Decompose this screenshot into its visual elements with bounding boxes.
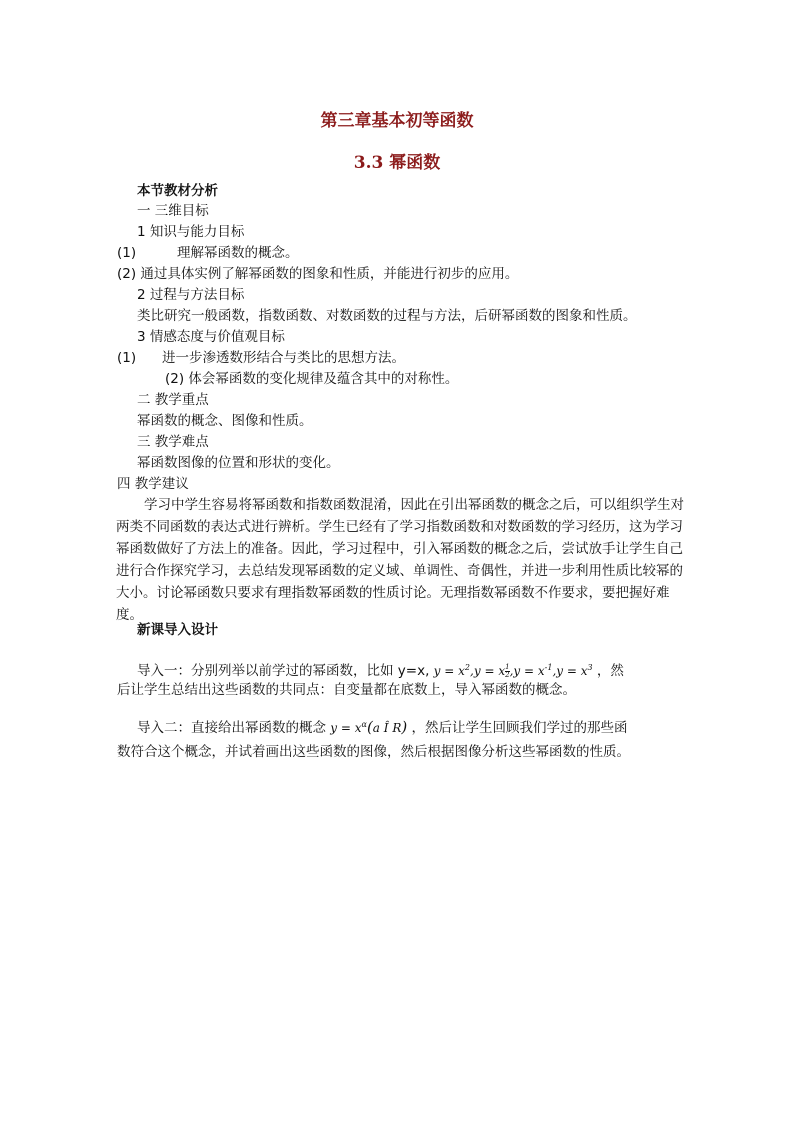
section-title: 3.3 幂函数 [353,153,441,173]
intro-1-line-1 [137,658,624,681]
intro-2-text: 导入二：直接给出幂函数的概念 [137,720,326,736]
key-points-text: 幂函数的概念、图像和性质。 [137,413,313,429]
process-heading: 2 过程与方法目标 [137,287,245,303]
process-text: 类比研究一般函数，指数函数、对数函数的过程与方法，后研幂函数的图象和性质。 [137,308,637,324]
power-function-definition: $y = x^\alpha(a$ Î R) [330,718,408,736]
intro-design-heading: 新课导入设计 [137,622,218,638]
intro-1-text: 导入一：分别列举以前学过的幂函数，比如 y=x, [137,663,430,679]
analysis-heading: 本节教材分析 [137,183,218,199]
intro-2-tail: ，然后让学生回顾我们学过的那些函 [411,720,628,736]
item-2-text: (2) 通过具体实例了解幂函数的图象和性质，并能进行初步的应用。 [117,266,519,282]
item-1-number: (1) [117,245,137,261]
item-1-text: 理解幂函数的概念。 [177,245,299,261]
attitude-heading: 3 情感态度与价值观目标 [137,329,285,345]
half-exponent: $\frac{1}{2}$ [505,663,510,679]
key-points-heading: 二 教学重点 [137,392,209,408]
intro-2-line-2: 数符合这个概念，并试着画出这些函数的图像，然后根据图像分析这些幂函数的性质。 [117,744,630,760]
intro-2-line-1 [137,715,628,738]
chapter-title: 第三章基本初等函数 [320,111,474,131]
suggestions-heading: 四 教学建议 [117,476,189,492]
knowledge-heading: 1 知识与能力目标 [137,224,245,240]
power-function-examples: $y = x^2,y = x$ $\frac{1}{2}$ $,y = x^{-1},y = x^3$ [433,663,593,679]
item-4-text: (2) 体会幂函数的变化规律及蕴含其中的对称性。 [165,371,459,387]
difficulties-text: 幂函数图像的位置和形状的变化。 [137,455,340,471]
intro-1-tail: ，然 [596,663,624,679]
intro-1-line-2: 后让学生总结出这些函数的共同点：自变量都在底数上，导入幂函数的概念。 [117,682,576,698]
objectives-heading: 一 三维目标 [137,203,209,219]
item-3-number: (1) [117,350,137,366]
item-3-text: 进一步渗透数形结合与类比的思想方法。 [162,350,405,366]
difficulties-heading: 三 教学难点 [137,434,209,450]
suggestions-paragraph: 学习中学生容易将幂函数和指数函数混淆，因此在引出幂函数的概念之后，可以组织学生对两类不同函数的表达式进行辨析。学生已经有了学习指数函数和对数函数的学习经历，这为学习幂函数做好了方法上的准备。因此，学习过程中，引入幂函数的概念之后，尝试放手让学生自己进行合作探究学习，去总结发现幂函数的定义域、单调性、奇偶性，并进一步利用性质比较幂的大小。讨论幂函数只要求有理指数幂函数的性质讨论。无理指数幂函数不作要求，要把握好难度。 [116,497,684,623]
